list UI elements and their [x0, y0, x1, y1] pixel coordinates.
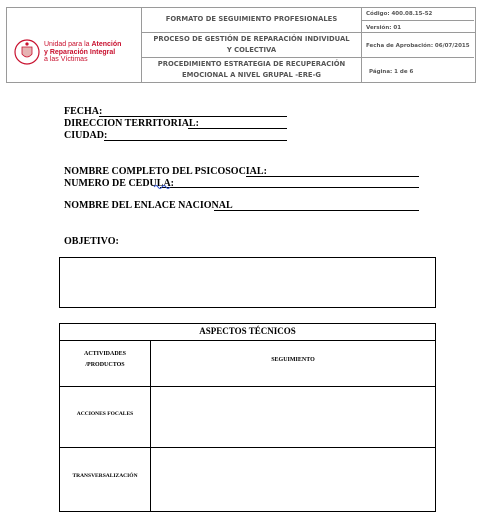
- row-acciones-focales-label: ACCIONES FOCALES: [76, 411, 134, 417]
- col-header-actividades-line2: /PRODUCTOS: [85, 362, 125, 368]
- logo-text-line1: Unidad para la: [44, 41, 92, 48]
- spellcheck-squiggle-icon: [153, 182, 173, 190]
- ciudad-input-line[interactable]: [104, 140, 287, 141]
- col-header-actividades: [60, 349, 150, 371]
- direccion-input-line[interactable]: [188, 128, 287, 129]
- nombre-enlace-label: NOMBRE DEL ENLACE NACIONAL: [64, 200, 233, 211]
- fecha-input-line[interactable]: [99, 116, 287, 117]
- table-title: ASPECTOS TÉCNICOS: [199, 326, 296, 336]
- row-transversalizacion-label: TRANSVERSALIZACIÓN: [72, 473, 138, 479]
- objetivo-textbox[interactable]: [59, 257, 436, 308]
- procedure-name: PROCEDIMIENTO ESTRATEGIA DE RECUPERACIÓN EMOCIONAL A NIVEL GRUPAL -ERE-G: [157, 60, 346, 79]
- page-number: Página: 1 de 6: [369, 69, 414, 75]
- document-version: Versión: 01: [366, 25, 402, 31]
- numero-cedula-input-line[interactable]: [160, 187, 419, 188]
- logo-text: [44, 41, 139, 64]
- coat-of-arms-icon: [14, 38, 40, 66]
- col-header-actividades-line1: ACTIVIDADES: [83, 351, 126, 357]
- numero-cedula-label: NUMERO DE CEDULA:: [64, 178, 174, 189]
- col-header-seguimiento: SEGUIMIENTO: [271, 357, 315, 363]
- objetivo-label: OBJETIVO:: [64, 236, 119, 247]
- process-name: PROCESO DE GESTIÓN DE REPARACIÓN INDIVIDUAL Y COLECTIVA: [153, 35, 350, 54]
- ciudad-label: CIUDAD:: [64, 130, 108, 141]
- row-acciones-focales-cell[interactable]: [151, 387, 434, 447]
- direccion-label: DIRECCION TERRITORIAL:: [64, 118, 199, 129]
- approval-date: Fecha de Aprobación: 06/07/2015: [366, 43, 470, 49]
- nombre-psicosocial-input-line[interactable]: [246, 176, 419, 177]
- document-title: FORMATO DE SEGUIMIENTO PROFESIONALES: [165, 15, 338, 23]
- nombre-psicosocial-label: NOMBRE COMPLETO DEL PSICOSOCIAL:: [64, 166, 267, 177]
- fecha-label: FECHA:: [64, 106, 103, 117]
- document-code: Código: 400.08.15-52: [366, 11, 433, 17]
- logo-text-line1-bold: Atención: [91, 41, 122, 48]
- nombre-enlace-input-line[interactable]: [214, 210, 419, 211]
- logo-text-line2: y Reparación Integral: [44, 48, 116, 56]
- row-transversalizacion-cell[interactable]: [151, 448, 434, 510]
- government-logo: [14, 38, 40, 66]
- logo-text-line3: a las Víctimas: [44, 56, 88, 63]
